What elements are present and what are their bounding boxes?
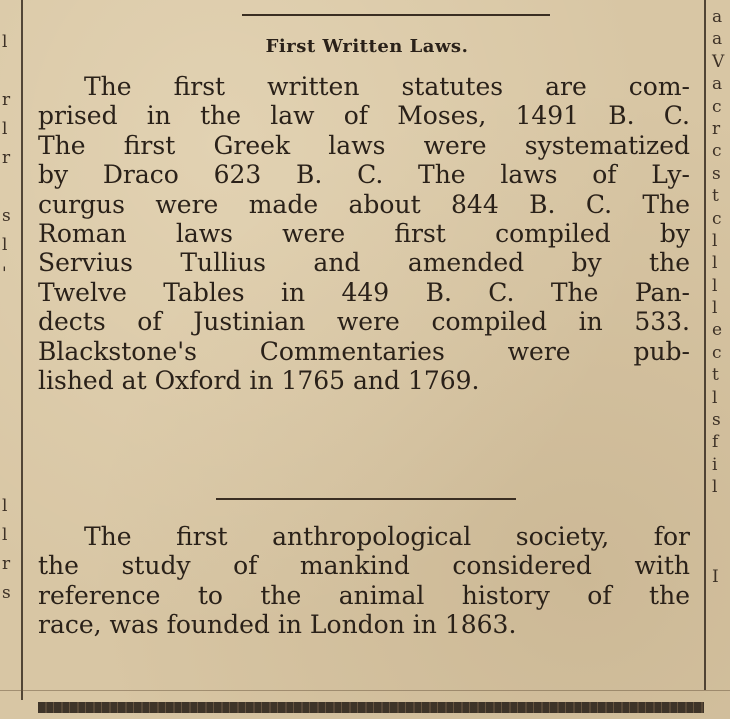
right-fragment [712, 543, 730, 565]
right-fragment: l [712, 230, 718, 251]
right-fragment: t [712, 365, 719, 386]
left-fragment [2, 173, 18, 202]
bottom-border-line [0, 690, 730, 691]
text-line: the study of mankind considered with [38, 551, 690, 581]
right-fragment: c [712, 141, 722, 162]
right-fragment: l [712, 298, 718, 319]
right-fragment: l [712, 477, 718, 498]
left-fragment: s [2, 206, 11, 226]
right-fragment: f [712, 432, 719, 453]
left-fragment [2, 376, 18, 405]
right-column-fragments [712, 6, 730, 588]
right-fragment: c [712, 342, 722, 363]
left-fragment: ' [2, 264, 7, 284]
right-fragment: l [712, 253, 718, 274]
paragraph-first-written-laws [38, 72, 690, 395]
left-fragment: l [2, 235, 8, 255]
left-fragment [2, 289, 18, 318]
left-fragment [2, 405, 18, 434]
right-fragment: a [712, 29, 723, 50]
left-fragment [2, 434, 18, 463]
left-fragment: l [2, 32, 8, 52]
left-column-fragments [2, 28, 18, 608]
left-fragment [2, 318, 18, 347]
right-fragment: s [712, 410, 721, 431]
left-fragment: l [2, 496, 8, 516]
right-fragment: l [712, 387, 718, 408]
text-line: Twelve Tables in 449 B. C. The Pan- [38, 277, 690, 307]
text-line: Blackstone's Commentaries were pub- [38, 336, 690, 366]
right-column-rule [704, 0, 706, 690]
left-fragment [2, 463, 18, 492]
top-divider-rule [242, 14, 550, 16]
left-fragment: r [2, 554, 11, 574]
text-line: dects of Justinian were compiled in 533. [38, 307, 690, 337]
text-line-content: The first anthropological society, for [84, 522, 690, 551]
right-fragment: I [712, 566, 719, 587]
text-line: prised in the law of Moses, 1491 B. C. [38, 101, 690, 131]
text-line: race, was founded in London in 1863. [38, 610, 517, 640]
text-line: reference to the animal history of the [38, 580, 690, 610]
left-fragment: l [2, 525, 8, 545]
right-fragment: i [712, 454, 718, 475]
text-line [38, 522, 690, 551]
left-fragment: l [2, 119, 8, 139]
right-fragment: a [712, 74, 723, 95]
right-fragment: c [712, 96, 722, 117]
right-fragment [712, 499, 730, 521]
right-fragment: c [712, 208, 722, 229]
right-fragment [712, 521, 730, 543]
article-headline: First Written Laws. [265, 36, 469, 57]
right-fragment: e [712, 320, 723, 341]
section-divider-rule [216, 498, 516, 500]
text-line: Roman laws were first compiled by [38, 218, 690, 248]
text-line: Servius Tullius and amended by the [38, 248, 690, 278]
text-line [38, 72, 690, 101]
text-line-content: The first written statutes are com- [84, 72, 690, 101]
paragraph-anthropological-society [38, 522, 690, 640]
right-fragment: l [712, 275, 718, 296]
left-column-rule [21, 0, 23, 700]
right-fragment: t [712, 186, 719, 207]
bottom-decorative-bar [38, 702, 704, 713]
right-fragment: V [712, 51, 725, 72]
left-fragment: r [2, 148, 11, 168]
text-line: by Draco 623 B. C. The laws of Ly- [38, 160, 690, 190]
right-fragment: r [712, 118, 721, 139]
left-fragment [2, 57, 18, 86]
left-fragment: r [2, 90, 11, 110]
left-fragment: s [2, 583, 11, 603]
left-fragment [2, 347, 18, 376]
text-line: The first Greek laws were systematized [38, 130, 690, 160]
text-line: lished at Oxford in 1765 and 1769. [38, 365, 480, 395]
right-fragment: s [712, 163, 721, 184]
right-fragment: a [712, 7, 723, 27]
text-line: curgus were made about 844 B. C. The [38, 189, 690, 219]
